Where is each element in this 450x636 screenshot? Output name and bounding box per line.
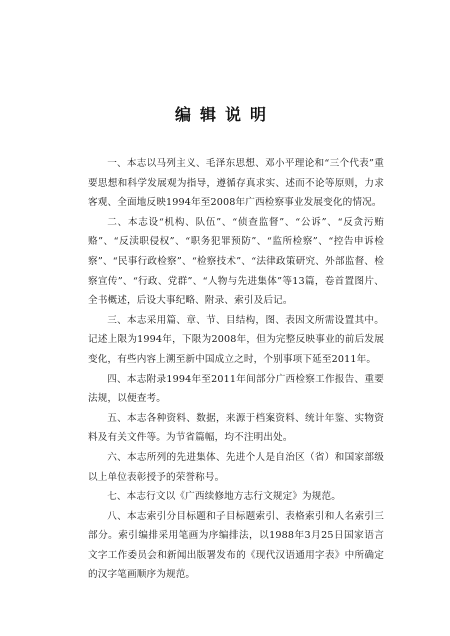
paragraph-2: 二、本志设“机构、队伍”、“侦查监督”、“公诉”、“反贪污贿赂”、“反渎职侵权”、“职务犯罪预防”、“监所检察”、“控告申诉检察”、“民事行政检察”、“检察技术”、“法律政策研究、外部监督、检察宣传”、“行政、党群”、“人物与先进集体”等13篇，卷首置图片、全书概述，后设大事纪略、附录、索引及后记。 xyxy=(88,216,384,307)
body-text xyxy=(88,154,384,585)
paragraph-3: 三、本志采用篇、章、节、目结构，图、表因文所需设置其中。记述上限为1994年，下限为2008年，但为完整反映事业的前后发展变化，有些内容上溯至新中国成立之时，个别事项下延至2011年。 xyxy=(88,314,384,365)
paragraph-4: 四、本志附录1994年至2011年间部分广西检察工作报告、重要法规，以便查考。 xyxy=(88,373,384,405)
page-title: 编辑说明 xyxy=(174,105,275,124)
paragraph-7: 七、本志行文以《广西续修地方志行文规定》为规范。 xyxy=(107,491,342,503)
paragraph-8: 八、本志索引分目标题和子目标题索引、表格索引和人名索引三部分。索引编排采用笔画为序编排法，以1988年3月25日国家语言文字工作委员会和新闻出版署发布的《现代汉语通用字表》中所确定的汉字笔画顺序为规范。 xyxy=(88,510,384,581)
paragraph-1: 一、本志以马列主义、毛泽东思想、邓小平理论和“三个代表”重要思想和科学发展观为指导，遵循存真求实、述而不论等原则，力求客观、全面地反映1994年至2008年广西检察事业发展变化的情况。 xyxy=(88,158,384,209)
paragraph-6: 六、本志所列的先进集体、先进个人是自治区（省）和国家部级以上单位表彰授予的荣誉称号。 xyxy=(88,451,384,483)
paragraph-5: 五、本志各种资料、数据，来源于档案资料、统计年鉴、实物资料及有关文件等。为节省篇幅，均不注明出处。 xyxy=(88,412,384,444)
